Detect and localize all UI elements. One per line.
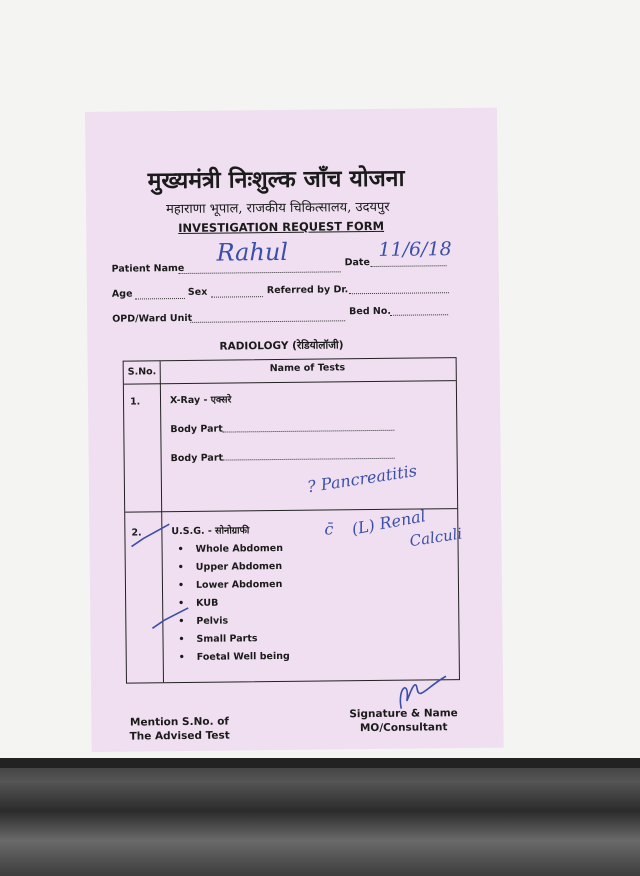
bed-no-label: Bed No. [349, 305, 392, 318]
patient-name-line [179, 271, 341, 274]
row1-sno: 1. [129, 396, 141, 408]
form-title-hindi: मुख्यमंत्री निःशुल्क जाँच योजना [147, 164, 405, 195]
sex-label: Sex [187, 286, 208, 298]
row1-test-xray: X-Ray - एक्सरे [169, 394, 232, 407]
tick-mark-usg [131, 524, 169, 546]
date-handwritten: 11/6/18 [378, 238, 452, 261]
body-part-line-2 [223, 458, 395, 461]
referred-by-label: Referred by Dr. [266, 284, 349, 297]
handwritten-tick-marks [129, 516, 190, 637]
handwritten-note-with: c̄ [324, 519, 334, 539]
col-sno-header: S.No. [127, 366, 157, 378]
scanner-edge [0, 758, 640, 768]
footer-right [349, 706, 458, 735]
date-label: Date [344, 257, 370, 269]
tick-mark-kub [152, 608, 188, 628]
handwritten-note-calculi: Calculi [408, 524, 464, 551]
opd-ward-label: OPD/Ward Unit [112, 312, 193, 325]
footer-left-line2: The Advised Test [129, 729, 230, 743]
usg-item-lower-abdomen: • Lower Abdomen [196, 579, 283, 591]
usg-item-kub: • KUB [196, 598, 218, 609]
opd-ward-line [190, 320, 345, 323]
footer-left [129, 715, 229, 744]
hospital-name: महाराणा भूपाल, राजकीय चिकित्सालय, उदयपुर [165, 199, 390, 218]
request-form-paper [85, 108, 504, 752]
footer-consultant-label: MO/Consultant [359, 721, 448, 735]
col-tests-header: Name of Tests [269, 362, 346, 375]
section-radiology: RADIOLOGY (रेडियोलॉजी) [219, 339, 344, 353]
usg-item-whole-abdomen: • Whole Abdomen [196, 543, 283, 555]
patient-name-label: Patient Name [111, 262, 185, 275]
row2-test-usg: U.S.G. - सोनोग्राफी [171, 525, 250, 538]
scanner-shadow [0, 758, 640, 876]
bed-no-line [390, 314, 448, 316]
age-line [135, 298, 185, 300]
usg-item-upper-abdomen: • Upper Abdomen [196, 561, 282, 573]
row2-sno: 2. [131, 527, 142, 539]
body-part-label-1: Body Part [170, 423, 223, 436]
form-title: INVESTIGATION REQUEST FORM [178, 218, 385, 236]
handwritten-note-renal: (L) Renal [350, 506, 428, 539]
sex-line [211, 296, 263, 298]
date-line [371, 265, 447, 267]
usg-item-small-parts: • Small Parts [196, 633, 257, 645]
usg-item-foetal-well-being: • Foetal Well being [197, 651, 290, 663]
patient-name-handwritten: Rahul [216, 237, 289, 267]
footer-signature-label: Signature & Name [349, 707, 458, 721]
handwritten-note-pancreatitis: ? Pancreatitis [306, 460, 419, 497]
body-part-label-2: Body Part [170, 452, 224, 465]
body-part-line-1 [222, 430, 394, 433]
age-label: Age [111, 288, 133, 300]
usg-item-pelvis: • Pelvis [196, 616, 228, 627]
footer-left-line1: Mention S.No. of [129, 715, 230, 729]
referred-by-line [349, 292, 449, 294]
